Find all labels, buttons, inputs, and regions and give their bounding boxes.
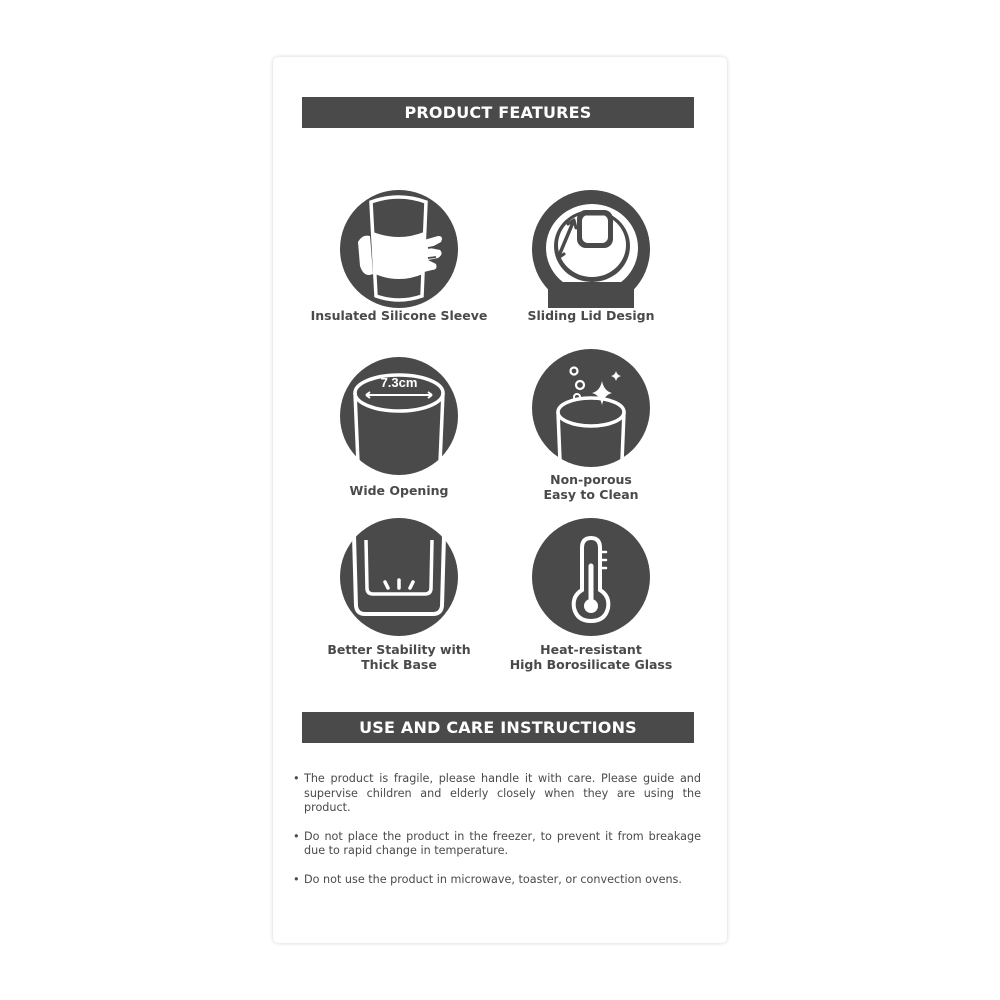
opening-width-text: 7.3cm — [380, 375, 418, 390]
feature-sliding-lid — [486, 190, 696, 323]
feature-label: Non-porous Easy to Clean — [543, 472, 639, 502]
feature-insulated-sleeve — [294, 190, 504, 323]
feature-label: Heat-resistant High Borosilicate Glass — [509, 642, 673, 672]
feature-heat-resistant — [486, 518, 696, 672]
cup-in-hand-icon — [340, 190, 458, 308]
instruction-text: Do not use the product in microwave, toaster, or convection ovens. — [304, 872, 682, 886]
instruction-item — [293, 772, 701, 816]
feature-label: Insulated Silicone Sleeve — [310, 308, 488, 323]
bullet-glyph: • — [293, 872, 300, 886]
bullet-glyph: • — [293, 772, 300, 785]
feature-label: Sliding Lid Design — [527, 308, 655, 323]
feature-non-porous — [486, 349, 696, 502]
feature-label: Wide Opening — [349, 483, 449, 498]
instruction-card — [273, 57, 727, 943]
care-heading: USE AND CARE INSTRUCTIONS — [302, 712, 694, 743]
instruction-item — [293, 830, 701, 859]
feature-wide-opening — [294, 357, 504, 498]
wide-opening-cup-icon — [340, 357, 458, 475]
features-heading: PRODUCT FEATURES — [302, 97, 694, 128]
instruction-text: Do not place the product in the freezer, to prevent it from breakage due to rapid change in temperature. — [304, 829, 701, 857]
sparkling-cup-icon — [532, 349, 650, 467]
thick-base-cup-icon — [340, 518, 458, 636]
sliding-lid-icon — [532, 190, 650, 308]
instruction-item — [293, 873, 701, 888]
feature-thick-base — [294, 518, 504, 672]
feature-label: Better Stability with Thick Base — [327, 642, 471, 672]
bullet-glyph: • — [293, 829, 300, 843]
thermometer-icon — [532, 518, 650, 636]
care-instructions — [293, 772, 701, 901]
instruction-text: The product is fragile, please handle it with care. Please guide and supervise children and elderly closely when they are using the product. — [304, 772, 701, 814]
